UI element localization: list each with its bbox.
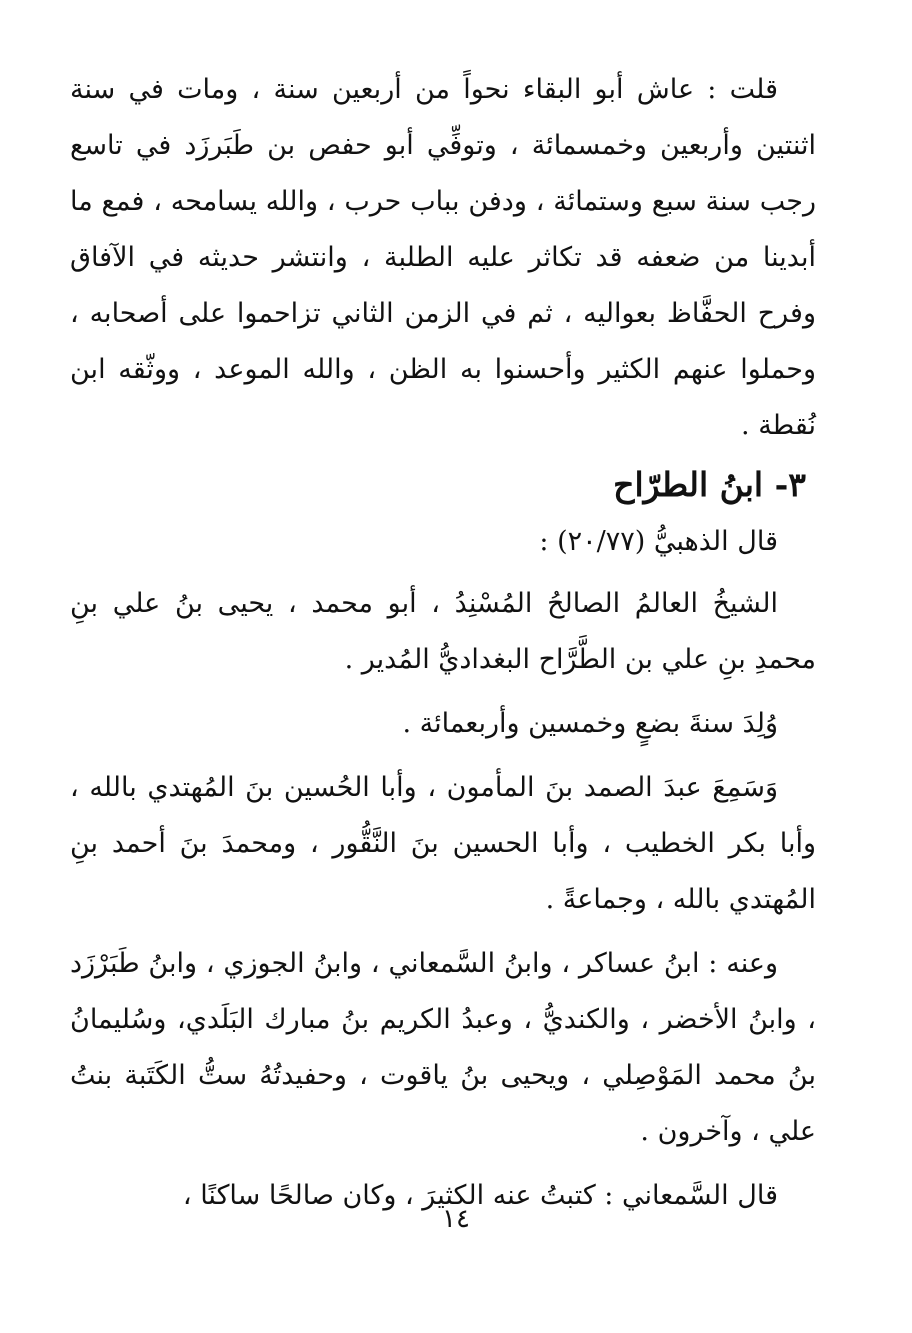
- document-page: [70, 62, 816, 1224]
- source-citation: قال الذهبيُّ (٢٠/٧٧) :: [539, 526, 778, 557]
- paragraph-teachers: وَسَمِعَ عبدَ الصمد بنَ المأمون ، وأبا الحُسين بنَ المُهتدي بالله ، وأبا بكر الخطيب ، وأبا الحسين بنَ النَّقُّور ، ومحمدَ بنَ أحمد بنِ المُهتدي بالله ، وجماعةً .: [70, 772, 816, 915]
- paragraph-intro: قلت : عاش أبو البقاء نحواً من أربعين سنة ، ومات في سنة اثنتين وأربعين وخمسمائة ، وتوفِّي أبو حفص بن طَبَرزَد في تاسع رجب سنة سبع وستمائة ، ودفن بباب حرب ، والله يسامحه ، فمع ما أبدينا من ضعفه قد تكاثر عليه الطلبة ، وانتشر حديثه في الآفاق وفرح الحفَّاظ بعواليه ، ثم في الزمن الثاني تزاحموا على أصحابه ، وحملوا عنهم الكثير وأحسنوا به الظن ، والله الموعد ، ووثّقه ابن نُقطة .: [70, 74, 816, 441]
- section-heading: ٣- ابنُ الطرّاح: [613, 465, 806, 504]
- paragraph-students: وعنه : ابنُ عساكر ، وابنُ السَّمعاني ، وابنُ الجوزي ، وابنُ طَبَرْزَد ، وابنُ الأخضر ، والكنديُّ ، وعبدُ الكريم بنُ مبارك البَلَدي، وسُليمانُ بنُ محمد المَوْصِلي ، ويحيى بنُ ياقوت ، وحفيدتُهُ ستُّ الكَتَبة بنتُ علي ، وآخرون .: [70, 948, 816, 1147]
- paragraph-biography: الشيخُ العالمُ الصالحُ المُسْنِدُ ، أبو محمد ، يحيى بنُ علي بنِ محمدِ بنِ علي بن الطَّرَّاح البغداديُّ المُدير .: [70, 588, 816, 675]
- paragraph-quote-samani: قال السَّمعاني : كتبتُ عنه الكثيرَ ، وكان صالحًا ساكنًا ،: [182, 1180, 778, 1211]
- page-number: ١٤: [442, 1204, 470, 1234]
- paragraph-birth: وُلِدَ سنةَ بضعٍ وخمسين وأربعمائة .: [402, 708, 778, 739]
